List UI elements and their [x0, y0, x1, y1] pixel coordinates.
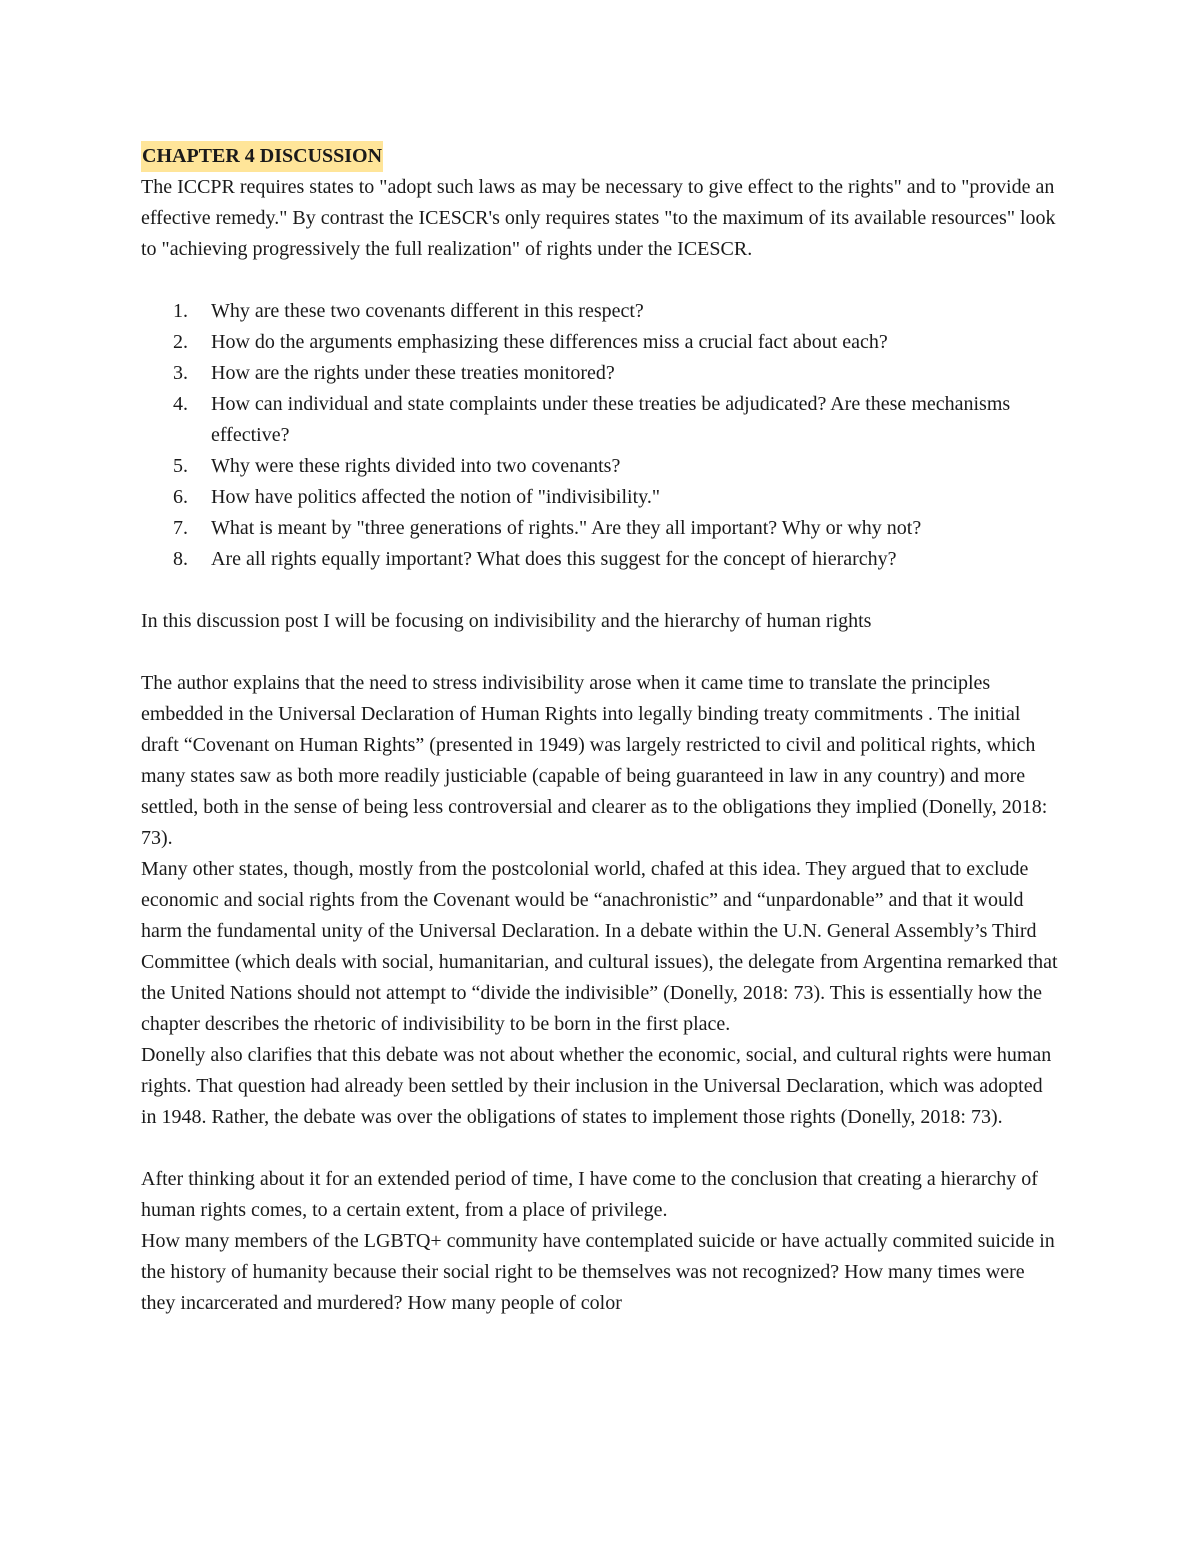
list-item-text: What is meant by "three generations of rights." Are they all important? Why or why not? — [211, 517, 922, 539]
list-item — [141, 389, 1061, 451]
list-item-text: How are the rights under these treaties monitored? — [211, 362, 615, 384]
list-item-number: 7. — [173, 517, 188, 539]
list-item-text: How can individual and state complaints under these treaties be adjudicated? Are these mechanisms effective? — [211, 393, 1011, 446]
spacer — [141, 637, 1061, 668]
list-item-number: 1. — [173, 300, 188, 322]
list-item — [141, 482, 1061, 513]
list-item-number: 2. — [173, 331, 188, 353]
list-item — [141, 358, 1061, 389]
list-item-number: 8. — [173, 548, 188, 570]
body-paragraph: Many other states, though, mostly from the postcolonial world, chafed at this idea. They argued that to exclude economic and social rights from the Covenant would be “anachronistic” and “unpardonable” and that it would harm the fundamental unity of the Universal Declaration. In a debate within the U.N. General Assembly’s Third Committee (which deals with social, humanitarian, and cultural issues), the delegate from Argentina remarked that the United Nations should not attempt to “divide the indivisible” (Donelly, 2018: 73). This is essentially how the chapter describes the rhetoric of indivisibility to be born in the first place. — [141, 858, 1058, 1035]
list-item-text: How do the arguments emphasizing these differences miss a crucial fact about each? — [211, 331, 888, 353]
question-list — [141, 296, 1061, 575]
body-paragraph: After thinking about it for an extended period of time, I have come to the conclusion that creating a hierarchy of human rights comes, to a certain extent, from a place of privilege. — [141, 1168, 1038, 1221]
list-item-number: 3. — [173, 362, 188, 384]
body-paragraph: The author explains that the need to stress indivisibility arose when it came time to translate the principles embedded in the Universal Declaration of Human Rights into legally binding treaty commitments . The initial draft “Covenant on Human Rights” (presented in 1949) was largely restricted to civil and political rights, which many states saw as both more readily justiciable (capable of being guaranteed in law in any country) and more settled, both in the sense of being less controversial and clearer as to the obligations they implied (Donelly, 2018: 73). — [141, 672, 1048, 849]
document-page — [141, 141, 1061, 1319]
body-paragraph: How many members of the LGBTQ+ community have contemplated suicide or have actually commited suicide in the history of humanity because their social right to be themselves was not recognized? How many times were they incarcerated and murdered? How many people of color — [141, 1230, 1055, 1314]
list-item — [141, 513, 1061, 544]
chapter-heading: CHAPTER 4 DISCUSSION — [141, 141, 383, 172]
body-paragraph: Donelly also clarifies that this debate was not about whether the economic, social, and cultural rights were human rights. That question had already been settled by their inclusion in the Universal Declaration, which was adopted in 1948. Rather, the debate was over the obligations of states to implement those rights (Donelly, 2018: 73). — [141, 1044, 1052, 1128]
list-item-number: 4. — [173, 393, 188, 415]
list-item — [141, 451, 1061, 482]
focus-statement: In this discussion post I will be focusing on indivisibility and the hierarchy of human rights — [141, 610, 872, 632]
spacer — [141, 265, 1061, 296]
list-item-number: 6. — [173, 486, 188, 508]
list-item-text: Why were these rights divided into two covenants? — [211, 455, 621, 477]
list-item-text: Why are these two covenants different in this respect? — [211, 300, 644, 322]
spacer — [141, 575, 1061, 606]
intro-paragraph: The ICCPR requires states to "adopt such laws as may be necessary to give effect to the rights" and to "provide an effective remedy." By contrast the ICESCR's only requires states "to the maximum of its available resources" look to "achieving progressively the full realization" of rights under the ICESCR. — [141, 176, 1056, 260]
list-item — [141, 544, 1061, 575]
spacer — [141, 1133, 1061, 1164]
list-item — [141, 327, 1061, 358]
list-item — [141, 296, 1061, 327]
list-item-number: 5. — [173, 455, 188, 477]
list-item-text: How have politics affected the notion of "indivisibility." — [211, 486, 661, 508]
list-item-text: Are all rights equally important? What does this suggest for the concept of hierarchy? — [211, 548, 897, 570]
